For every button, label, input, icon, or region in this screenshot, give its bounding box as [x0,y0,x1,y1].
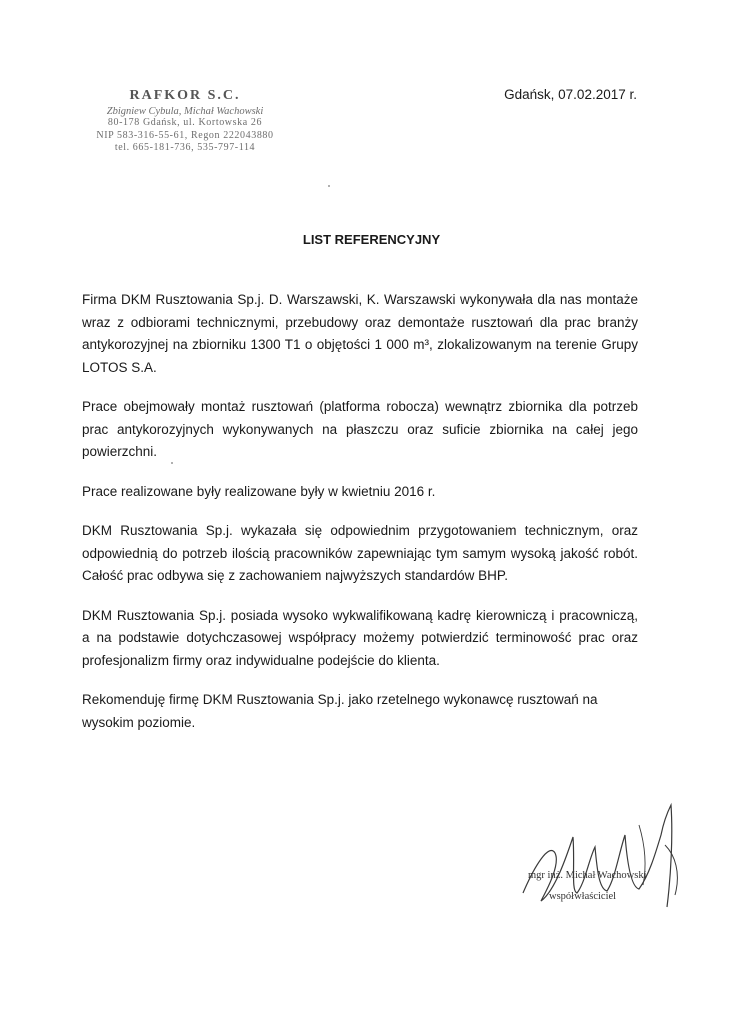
paragraph: DKM Rusztowania Sp.j. wykazała się odpowiednim przygotowaniem technicznym, oraz odpowiednią do potrzeb ilością pracowników zapewniając tym samym wysoką jakość robót. Całość prac odbywa się z zachowaniem najwyższych standardów BHP. [82,523,638,583]
scan-speck [171,462,173,464]
stamp-company-name: RAFKOR S.C. [129,88,241,103]
letter-body [82,289,638,751]
paragraph: Prace realizowane były realizowane były w kwietniu 2016 r. [82,483,436,499]
paragraph: Firma DKM Rusztowania Sp.j. D. Warszawski, K. Warszawski wykonywała dla nas montaże wraz z odbiorami technicznymi, przebudowy oraz demontaże rusztowań dla prac branży antykorozyjnej na zbiorniku 1300 T1 o objętości 1 000 m³, zlokalizowanym na terenie Grupy LOTOS S.A. [82,292,638,375]
stamp-owners: Zbigniew Cybula, Michał Wachowski [106,106,264,117]
signatory-name: mgr inż. Michał Wachowski [528,870,647,881]
stamp-phone: tel. 665-181-736, 535-797-114 [114,142,256,153]
letter-date: Gdańsk, 07.02.2017 r. [504,87,637,102]
scan-speck [328,185,330,187]
letter-title: LIST REFERENCYJNY [302,232,441,247]
paragraph: Prace obejmowały montaż rusztowań (platforma robocza) wewnątrz zbiornika dla potrzeb prac antykorozyjnych wykonywanych na płaszczu oraz suficie zbiornika na całej jego powierzchni. [82,399,638,459]
stamp-address: 80-178 Gdańsk, ul. Kortowska 26 [107,117,263,128]
handwritten-signature [515,795,695,925]
paragraph: Rekomenduję firmę DKM Rusztowania Sp.j. jako rzetelnego wykonawcę rusztowań na wysokim poziomie. [82,692,598,730]
paragraph: DKM Rusztowania Sp.j. posiada wysoko wykwalifikowaną kadrę kierowniczą i pracowniczą, a na podstawie dotychczasowej współpracy możemy potwierdzić terminowość prac oraz profesjonalizm firmy oraz indywidualne podejście do klienta. [82,607,638,668]
company-stamp [74,88,296,155]
stamp-nip-regon: NIP 583-316-55-61, Regon 222043880 [96,129,274,141]
signatory-title: współwłaściciel [549,891,617,902]
